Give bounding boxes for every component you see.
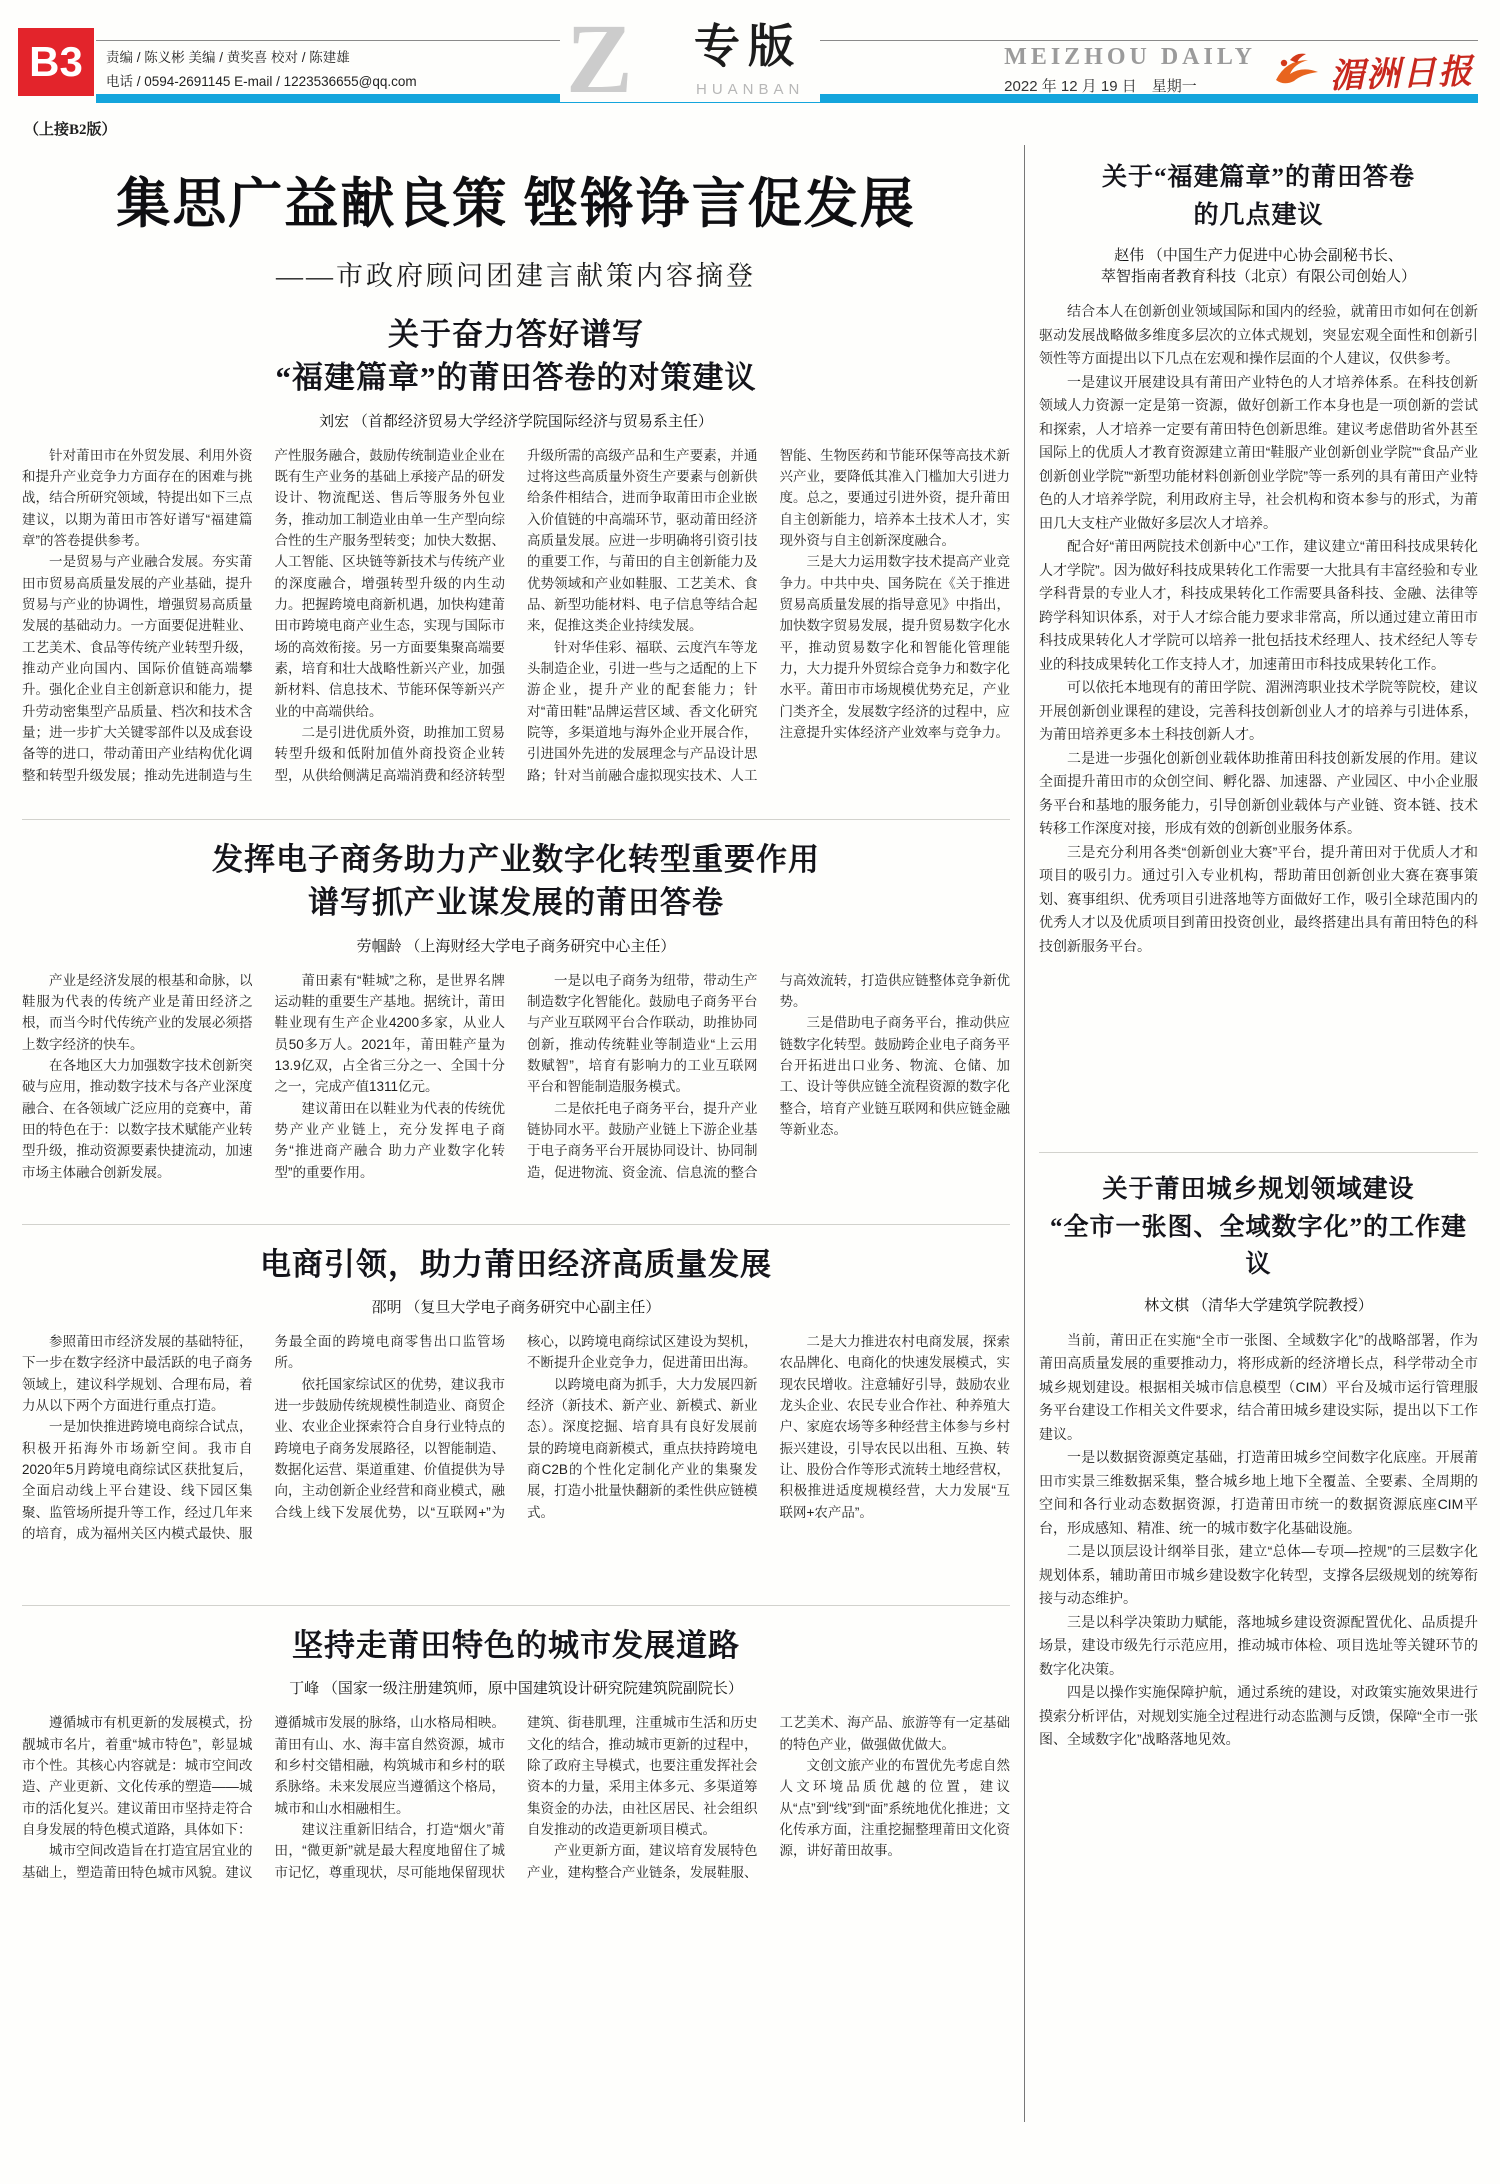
article-title-line1: 关于“福建篇章”的莆田答卷 (1101, 164, 1415, 191)
article-title-line2: “全市一张图、全域数字化”的工作建议 (1049, 1213, 1467, 1278)
article-title (22, 1243, 1010, 1286)
section-letter: Z (566, 3, 633, 114)
article-byline: 丁峰 （国家一级注册建筑师，原中国建筑设计研究院建筑院副院长） (289, 1681, 743, 1698)
article-body (22, 445, 1010, 797)
article-byline-line2: 萃智指南者教育科技（北京）有限公司创始人） (1100, 269, 1416, 285)
body-paragraph: 二是依托电子商务平台，提升产业链协同水平。鼓励产业链上下游企业基于电子商务平台开展协同设计、协同制造，促进物流、资金流、信息流的整合与高效流转，打造供应链整体竞争新优势。 (527, 972, 1010, 1180)
article-byline: 劳帼龄 （上海财经大学电子商务研究中心主任） (356, 938, 676, 955)
left-region (22, 139, 1010, 2142)
flame-icon (1270, 50, 1324, 90)
body-paragraph: 一是建议开展建设具有莆田产业特色的人才培养体系。在科技创新领域人力资源一定是第一资源，做好创新工作本身也是一项创新的尝试和探索，人才培养一定要有莆田特色创新思维。建议考虑借助省外甚至国际上的优质人才教育资源建立莆田“鞋服产业创新创业学院”“食品产业创新创业学院”“新型功能材料创新创业学院”等一系列的具有莆田产业特色的人才培养学院，利用政府主导，社会机构和资本参与的形式，为莆田几大支柱产业做好多层次人才培养。 (1039, 373, 1478, 531)
body-paragraph: 以跨境电商为抓手，大力发展四新经济（新技术、新产业、新模式、新业态）。深度挖掘、培育具有良好发展前景的跨境电商新模式，重点扶持跨境电商C2B的个性化定制化产业的集聚发展，打造小批量快翻新的柔性供应链模式。 (527, 1376, 758, 1520)
article-body (22, 1331, 1010, 1583)
article-urban-planning-digitalization (1039, 1152, 1478, 1889)
body-paragraph: 文创文旅产业的布置优先考虑自然人文环境品质优越的位置，建议从“点”到“线”到“面”系统地优化推进；文化传承方面，注重挖掘整理莆田文化资源，讲好莆田故事。 (779, 1758, 1010, 1859)
body-paragraph: 一是贸易与产业融合发展。夯实莆田市贸易高质量发展的产业基础，提升贸易与产业的协调性，增强贸易高质量发展的基础动力。一方面要促进鞋业、工艺美术、食品等传统产业转型升级，推动产业向国内、国际价值链高端攀升。强化企业自主创新意识和能力，提升劳动密集型产品质量、档次和技术含量；进一步扩大关键零部件以及成套设备等的进口，带动莆田产业结构优化调整和转型升级发展；推动先进制造与生产性服务融合，鼓励传统制造业企业在既有生产业务的基础上承接产品的研发设计、物流配送、售后等服务外包业务，推动加工制造业由单一生产型向综合性的生产服务型转变；加快大数据、人工智能、区块链等新技术与传统产业的深度融合，增强转型升级的内生动力。把握跨境电商新机遇，加快构建莆田市跨境电商产业生态，实现与国际市场的高效衔接。另一方面要集聚高端要素，培育和壮大战略性新兴产业，加强新材料、信息技术、节能环保等新兴产业的中高端供给。 (22, 447, 505, 783)
continuation-note: （上接B2版） (24, 122, 117, 138)
body-paragraph: 一是加快推进跨境电商综合试点，积极开拓海外市场新空间。我市自2020年5月跨境电商综试区获批复后，全面启动线上平台建设、线下园区集聚、监管场所提升等工作，经过几年来的培育，成为福州关区内模式最快、服务最全面的跨境电商零售出口监管场所。 (22, 1333, 505, 1541)
paper-date: 2022 年 12 月 19 日 星期一 (1004, 78, 1197, 95)
body-paragraph: 结合本人在创新创业领域国际和国内的经验，就莆田市如何在创新驱动发展战略做多维度多层次的立体式规划，突显宏观全面性和创新引领性等方面提出以下几点在宏观和操作层面的个人建议，仅供参考。 (1039, 303, 1478, 367)
body-paragraph: 建议注重新旧结合，打造“烟火”莆田，“微更新”就是最大程度地留住了城市记忆，尊重现状，尽可能地保留现状建筑、街巷肌理，注重城市生活和历史文化的结合，推动城市更新的过程中，除了政府主导模式，也要注重发挥社会资本的力量，采用主体多元、多渠道筹集资金的办法，由社区居民、社会组织自发推动的改造更新项目模式。 (274, 1715, 758, 1880)
body-paragraph: 当前，莆田正在实施“全市一张图、全域数字化”的战略部署，作为莆田高质量发展的重要推动力，将形成新的经济增长点，科学带动全市城乡规划建设。根据相关城市信息模型（CIM）平台及城市运行管理服务平台建设工作相关文件要求，结合莆田城乡建设实际，提出以下工作建议。 (1039, 1331, 1478, 1442)
article-fujian-chapter-strategy (22, 307, 1010, 797)
article-ecommerce-leads-growth (22, 1224, 1010, 1583)
article-title (1039, 1171, 1478, 1284)
body-paragraph: 依托国家综试区的优势，建议我市进一步鼓励传统规模性制造业、商贸企业、农业企业探索符合自身行业特点的跨境电子商务发展路径，以智能制造、数据化运营、渠道重建、价值提供为导向，主动创新企业经营和商业模式，融合线上线下发展优势，以“互联网+”为核心，以跨境电商综试区建设为契机，不断提升企业竞争力，促进莆田出海。 (274, 1333, 758, 1520)
article-title (1039, 159, 1478, 234)
article-fujian-chapter-suggestions (1039, 153, 1478, 1130)
body-paragraph: 三是充分利用各类“创新创业大赛”平台，提升莆田对于优质人才和项目的吸引力。通过引入专业机构，帮助莆田创新创业大赛在赛事策划、赛事组织、优秀项目引进落地等方面做好工作，吸引全球范围内的优秀人才以及优质项目到莆田投资创业，最终搭建出具有莆田特色的科技创新服务平台。 (1039, 843, 1478, 954)
article-title-line1: 关于奋力答好谱写 (388, 317, 644, 352)
contact-line: 电话 / 0594-2691145 E-mail / 1223536655@qq.com (106, 73, 417, 89)
section-title-en: HUANBAN (696, 81, 805, 98)
section-title: 专版 (694, 21, 802, 72)
article-ecommerce-digital-transform (22, 819, 1010, 1202)
body-paragraph: 在各地区大力加强数字技术创新突破与应用，推动数字技术与各产业深度融合、在各领域广泛应用的竞赛中，莆田的特色在于：以数字技术赋能产业转型升级，推动资源要素快捷流动，加速市场主体融合创新发展。 (22, 1057, 253, 1180)
article-title-line2: “福建篇章”的莆田答卷的对策建议 (275, 360, 757, 396)
article-byline (1039, 244, 1478, 286)
body-paragraph: 针对华佳彩、福联、云度汽车等龙头制造企业，引进一些与之适配的上下游企业，提升产业的配套能力；针对“莆田鞋”品牌运营区域、香文化研究院等，多渠道地与海外企业开展合作，引进国外先进的发展理念与产品设计思路；针对当前融合虚拟现实技术、人工智能、生物医药和节能环保等高技术新兴产业，要降低其准入门槛加大引进力度。总之，要通过引进外资，提升莆田自主创新能力，培养本土技术人才，实现外资与自主创新深度融合。 (527, 447, 1010, 783)
article-title-line2: 的几点建议 (1193, 201, 1324, 229)
paper-name-cn: 湄洲日报 (1329, 52, 1475, 95)
article-body (22, 1712, 1010, 2142)
body-paragraph: 可以依托本地现有的莆田学院、湄洲湾职业技术学院等院校，建议开展创新创业课程的建设，完善科技创新创业人才的培养与引进体系，为莆田培养更多本土科技创新人才。 (1039, 679, 1478, 743)
article-title-line1: 电商引领，助力莆田经济高质量发展 (260, 1246, 772, 1282)
body-paragraph: 二是以顶层设计纲举目张，建立“总体—专项—控规”的三层数字化规划体系，辅助莆田市城乡建设数字化转型，支撑各层级规划的统筹衔接与动态维护。 (1039, 1543, 1478, 1607)
body-paragraph: 莆田素有“鞋城”之称，是世界名牌运动鞋的重要生产基地。据统计，莆田鞋业现有生产企业4200多家，从业人员50多万人。2021年，莆田鞋产量为13.9亿双，占全省三分之一、全国十分之一，完成产值1311亿元。 (274, 972, 505, 1095)
main-headline-title: 集思广益献良策 铿锵诤言促发展 (116, 174, 916, 234)
editor-line: 责编 / 陈义彬 美编 / 黄奖喜 校对 / 陈建雄 (106, 50, 350, 65)
paper-name-en: MEIZHOU DAILY (1004, 44, 1256, 70)
masthead (1004, 44, 1474, 96)
article-title-line1: 坚持走莆田特色的城市发展道路 (292, 1627, 740, 1663)
body-paragraph: 产业更新方面，建议培育发展特色产业，建构整合产业链条，发展鞋服、工艺美术、海产品、旅游等有一定基础的特色产业，做强做优做大。 (527, 1715, 1010, 1880)
page-content (0, 139, 1500, 2142)
editor-info (106, 46, 417, 93)
article-byline: 邵明 （复旦大学电子商务研究中心副主任） (371, 1299, 661, 1316)
body-paragraph: 一是以电子商务为纽带，带动生产制造数字化智能化。鼓励电子商务平台与产业互联网平台合作联动，助推协同创新，推动传统鞋业等制造业“上云用数赋智”，培育有影响力的工业互联网平台和智能制造服务模式。 (527, 972, 758, 1095)
article-body (1039, 1329, 1478, 1889)
article-byline-line1: 赵伟 （中国生产力促进中心协会副秘书长、 (1114, 248, 1403, 264)
article-body (22, 970, 1010, 1202)
body-paragraph: 四是以操作实施保障护航，通过系统的建设，对政策实施效果进行摸索分析评估，对规划实施全过程进行动态监测与反馈，保障“全市一张图、全域数字化”战略落地见效。 (1039, 1684, 1478, 1748)
main-headline-subtitle: ——市政府顾问团建言献策内容摘登 (276, 261, 756, 291)
page-header (0, 0, 1500, 114)
body-paragraph: 城市空间改造旨在打造宜居宜业的基础上，塑造莆田特色城市风貌。建议遵循城市发展的脉络，山水格局相映。莆田有山、水、海丰富自然资源，城市和乡村交错相融，构筑城市和乡村的联系脉络。未来发展应当遵循这个格局，城市和山水相融相生。 (22, 1715, 505, 1880)
paper-logo (1270, 46, 1474, 95)
body-paragraph: 二是大力推进农村电商发展，探索农品牌化、电商化的快速发展模式，实现农民增收。注意辅好引导，鼓励农业龙头企业、农民专业合作社、种养殖大户、家庭农场等多种经营主体参与乡村振兴建设，引导农民以出租、互换、转让、股份合作等形式流转土地经营权，积极推进适度规模经营，大力发展“互联网+农产品”。 (779, 1333, 1010, 1520)
body-paragraph: 二是进一步强化创新创业载体助推莆田科技创新发展的作用。建议全面提升莆田市的众创空间、孵化器、加速器、产业园区、中小企业服务平台和基地的服务能力，引导创新创业载体与产业链、资本链、技术转移工作深度对接，形成有效的创新创业服务体系。 (1039, 749, 1478, 837)
right-region (1039, 139, 1478, 2142)
article-title (22, 313, 1010, 400)
body-paragraph: 产业是经济发展的根基和命脉，以鞋服为代表的传统产业是莆田经济之根，而当今时代传统产业的发展必须搭上数字经济的快车。 (22, 972, 253, 1052)
edition-badge: B3 (18, 28, 94, 96)
article-title-line2: 谱写抓产业谋发展的莆田答卷 (308, 885, 724, 921)
body-paragraph: 三是大力运用数字技术提高产业竞争力。中共中央、国务院在《关于推进贸易高质量发展的指导意见》中指出，加快数字贸易发展，提升贸易数字化水平，推动贸易数字化和智能化管理能力，大力提升外贸综合竞争力和数字化水平。莆田市市场规模优势充足，产业门类齐全，发展数字经济的过程中，应注意提升实体经济产业效率与竞争力。 (779, 554, 1010, 741)
main-headline (22, 161, 1010, 293)
body-paragraph: 针对莆田市在外贸发展、利用外资和提升产业竞争力方面存在的困难与挑战，结合所研究领域，特提出如下三点建议，以期为莆田市答好谱写“福建篇章”的答卷提供参考。 (22, 447, 253, 549)
article-body (1039, 300, 1478, 1130)
article-title (22, 1624, 1010, 1667)
article-title-line1: 关于莆田城乡规划领域建设 (1102, 1176, 1415, 1203)
body-paragraph: 建议莆田在以鞋业为代表的传统优势产业产业链上，充分发挥电子商务“推进商产融合 助力产业数字化转型”的重要作用。 (274, 1100, 505, 1180)
body-paragraph: 三是借助电子商务平台，推动供应链数字化转型。鼓励跨企业电子商务平台开拓进出口业务、物流、仓储、加工、设计等供应链全流程资源的数字化整合，培育产业链互联网和供应链金融等新业态。 (779, 1015, 1010, 1137)
body-paragraph: 三是以科学决策助力赋能，落地城乡建设资源配置优化、品质提升场景，建设市级先行示范应用，推动城市体检、项目选址等关键环节的数字化决策。 (1039, 1613, 1478, 1677)
body-paragraph: 二是引进优质外资，助推加工贸易转型升级和低附加值外商投资企业转型，从供给侧满足高端消费和经济转型升级所需的高级产品和生产要素，并通过将这些高质量外资生产要素与创新供给条件相结合，进而争取莆田市企业嵌入价值链的中高端环节，驱动莆田经济高质量发展。应进一步明确将引资引技的重要工作，与莆田的自主创新能力及优势领域和产业如鞋服、工艺美术、食品、新型功能材料、电子信息等结合起来，促推这类企业持续发展。 (274, 447, 758, 783)
body-paragraph: 参照莆田市经济发展的基础特征，下一步在数字经济中最活跃的电子商务领域上，建议科学规划、合理布局，着力从以下两个方面进行重点打造。 (22, 1333, 253, 1413)
body-paragraph: 配合好“莆田两院技术创新中心”工作，建议建立“莆田科技成果转化人才学院”。因为做好科技成果转化工作需要一大批具有丰富经验和专业学科背景的专业人才，科技成果转化工作需要具备科技、金融、法律等跨学科知识体系，对于人才综合能力要求非常高，所以通过建立莆田市科技成果转化人才学院可以培养一批包括技术经理人、技术经纪人等专业的科技成果转化工作支持人才，加速莆田市科技成果转化工作。 (1039, 538, 1478, 672)
body-paragraph: 一是以数据资源奠定基础，打造莆田城乡空间数字化底座。开展莆田市实景三维数据采集，整合城乡地上地下全覆盖、全要素、全周期的空间和各行业动态数据资源，打造莆田市统一的数据资源底座CIM平台，形成感知、精准、统一的城市数字化基础设施。 (1039, 1449, 1478, 1536)
article-byline: 林文棋 （清华大学建筑学院教授） (1144, 1297, 1373, 1314)
article-title (22, 838, 1010, 925)
section-banner (560, 3, 820, 114)
masthead-text (1004, 44, 1256, 96)
body-paragraph: 遵循城市有机更新的发展模式，扮靓城市名片，着重“城市特色”，彰显城市个性。其核心内容就是：城市空间改造、产业更新、文化传承的塑造——城市的活化复兴。建议莆田市坚持走符合自身发展的特色模式道路，具体如下： (22, 1715, 253, 1837)
article-title-line1: 发挥电子商务助力产业数字化转型重要作用 (212, 841, 820, 877)
column-divider (1024, 145, 1025, 2122)
article-byline: 刘宏 （首都经济贸易大学经济学院国际经济与贸易系主任） (319, 413, 713, 430)
article-city-development-path (22, 1605, 1010, 2142)
